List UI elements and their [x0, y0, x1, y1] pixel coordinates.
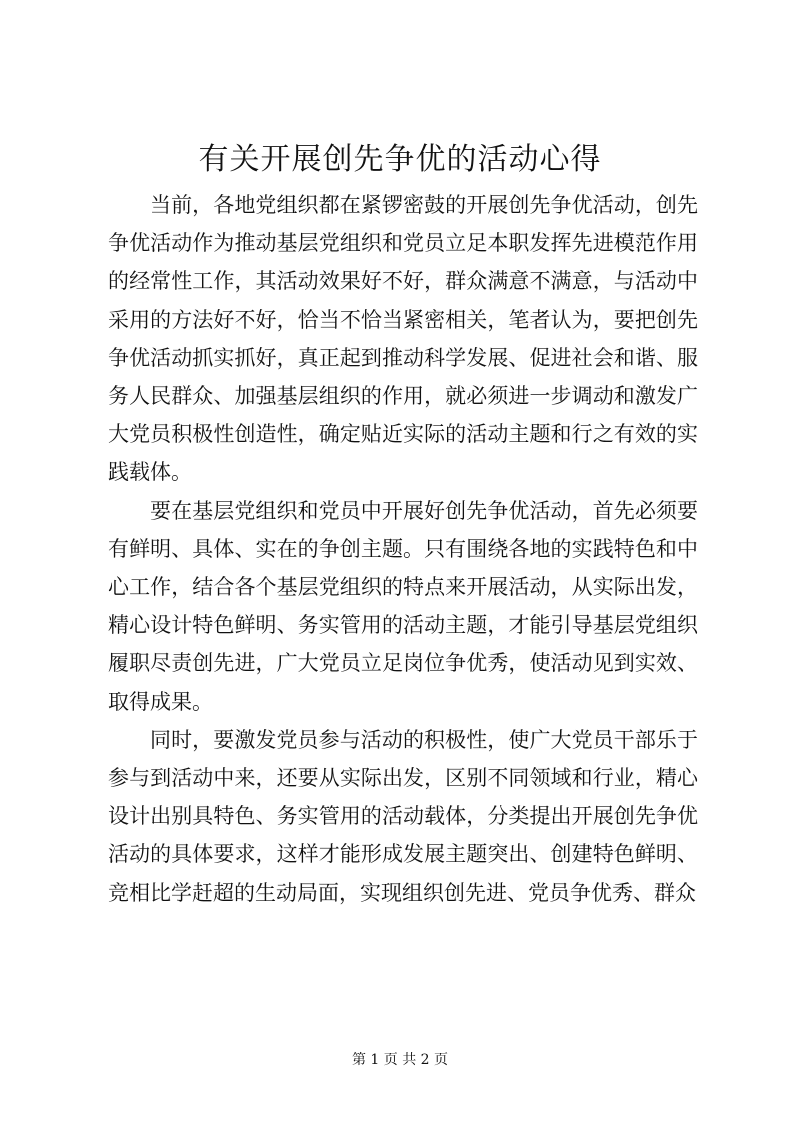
document-title: 有关开展创先争优的活动心得: [198, 142, 602, 177]
document-body: [108, 186, 698, 912]
paragraph-2: 要在基层党组织和党员中开展好创先争优活动，首先必须要有鲜明、具体、实在的争创主题。只有围绕各地的实践特色和中心工作，结合各个基层党组织的特点来开展活动，从实际出发，精心设计特色鲜明、务实管用的活动主题，才能引导基层党组织履职尽责创先进，广大党员立足岗位争优秀，使活动见到实效、取得成果。: [108, 498, 698, 714]
paragraph-1: 当前，各地党组织都在紧锣密鼓的开展创先争优活动，创先争优活动作为推动基层党组织和党员立足本职发挥先进模范作用的经常性工作，其活动效果好不好，群众满意不满意，与活动中采用的方法好不好，恰当不恰当紧密相关，笔者认为，要把创先争优活动抓实抓好，真正起到推动科学发展、促进社会和谐、服务人民群众、加强基层组织的作用，就必须进一步调动和激发广大党员积极性创造性，确定贴近实际的活动主题和行之有效的实践载体。: [108, 193, 698, 485]
page-number-footer: 第 1 页 共 2 页: [351, 1052, 449, 1068]
paragraph-3: 同时，要激发党员参与活动的积极性，使广大党员干部乐于参与到活动中来，还要从实际出发，区别不同领域和行业，精心设计出别具特色、务实管用的活动载体，分类提出开展创先争优活动的具体要求，这样才能形成发展主题突出、创建特色鲜明、竞相比学赶超的生动局面，实现组织创先进、党员争优秀、群众: [108, 727, 698, 905]
